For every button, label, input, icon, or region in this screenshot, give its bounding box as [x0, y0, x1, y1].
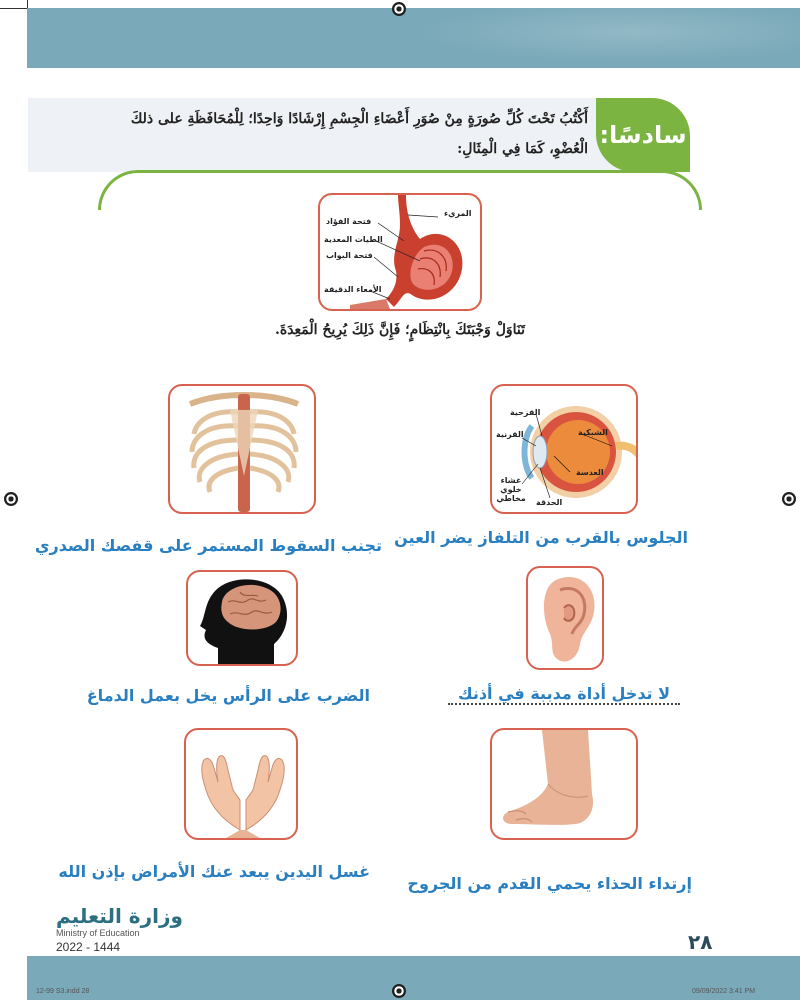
ministry-name-en: Ministry of Education	[56, 928, 140, 938]
eye-image	[490, 384, 638, 514]
label-intestine: الأمعاء الدقيقة	[324, 285, 382, 294]
label-folds: الطيات المعدية	[324, 235, 383, 244]
instruction-text: أَكْتُبُ تَحْتَ كُلِّ صُورَةٍ مِنْ صُوَرِ أَعْضَاءِ الْجِسْمِ إِرْشَادًا وَاحِدًا؛ لِلْمُحَافَظَةِ على ذلكَ الْعُضْوِ، كَمَا فِي الْمِثَالِ:	[130, 111, 588, 157]
ministry-logo	[56, 904, 183, 954]
label-cardia: فتحة الفؤاد	[326, 217, 372, 226]
foot-image	[490, 728, 638, 840]
registration-mark-icon	[392, 984, 406, 998]
caption-hands: غسل اليدين يبعد عنك الأمراض بإذن الله	[58, 862, 370, 881]
caption-ear: لا تدخل أداة مدببة في أذنك	[448, 684, 680, 705]
label-pupil: الحدقة	[536, 498, 563, 507]
brain-image	[186, 570, 298, 666]
label-retina: الشبكية	[578, 428, 608, 437]
slug-file: 12-99 S3.indd 28	[36, 988, 90, 995]
label-esophagus: المريء	[444, 209, 472, 218]
ribcage-icon	[170, 386, 316, 514]
registration-mark-icon	[392, 2, 406, 16]
registration-mark-icon	[782, 492, 796, 506]
ribcage-image	[168, 384, 316, 514]
stomach-image	[318, 193, 482, 311]
label-iris: القزحية	[510, 408, 541, 417]
brain-head-icon	[188, 572, 298, 666]
ministry-name-ar: وزارة التعليم	[56, 904, 183, 928]
crop-mark	[27, 0, 28, 8]
ministry-year: 2022 - 1444	[56, 940, 121, 954]
section-badge: سادسًا:	[596, 98, 690, 172]
hands-image	[184, 728, 298, 840]
foot-icon	[492, 730, 638, 840]
caption-brain: الضرب على الرأس يخل بعمل الدماغ	[86, 686, 370, 705]
bottom-band	[27, 956, 800, 1000]
example-sentence: تَنَاوَلْ وَجْبَتَكَ بِانْتِظَامٍ؛ فَإِنَّ ذَلِكَ يُرِيحُ الْمَعِدَةَ.	[274, 322, 526, 338]
label-membrane: غشاء خلوي مخاطي	[496, 476, 526, 503]
ear-icon	[528, 568, 604, 670]
crop-mark	[0, 8, 27, 9]
caption-ribcage: تجنب السقوط المستمر على قفصك الصدري	[34, 536, 382, 555]
label-cornea: القرنية	[496, 430, 524, 439]
label-pylorus: فتحة البواب	[326, 251, 373, 260]
caption-foot: إرتداء الحذاء يحمي القدم من الجروح	[407, 874, 692, 893]
ear-image	[526, 566, 604, 670]
registration-mark-icon	[4, 492, 18, 506]
caption-eye: الجلوس بالقرب من التلفاز يضر العين	[394, 528, 688, 547]
top-banner	[27, 8, 800, 68]
open-hands-icon	[186, 730, 298, 840]
slug-date: 09/09/2022 3:41 PM	[692, 988, 756, 995]
label-lens: العدسة	[576, 468, 604, 477]
page-number: ٢٨	[688, 930, 713, 954]
